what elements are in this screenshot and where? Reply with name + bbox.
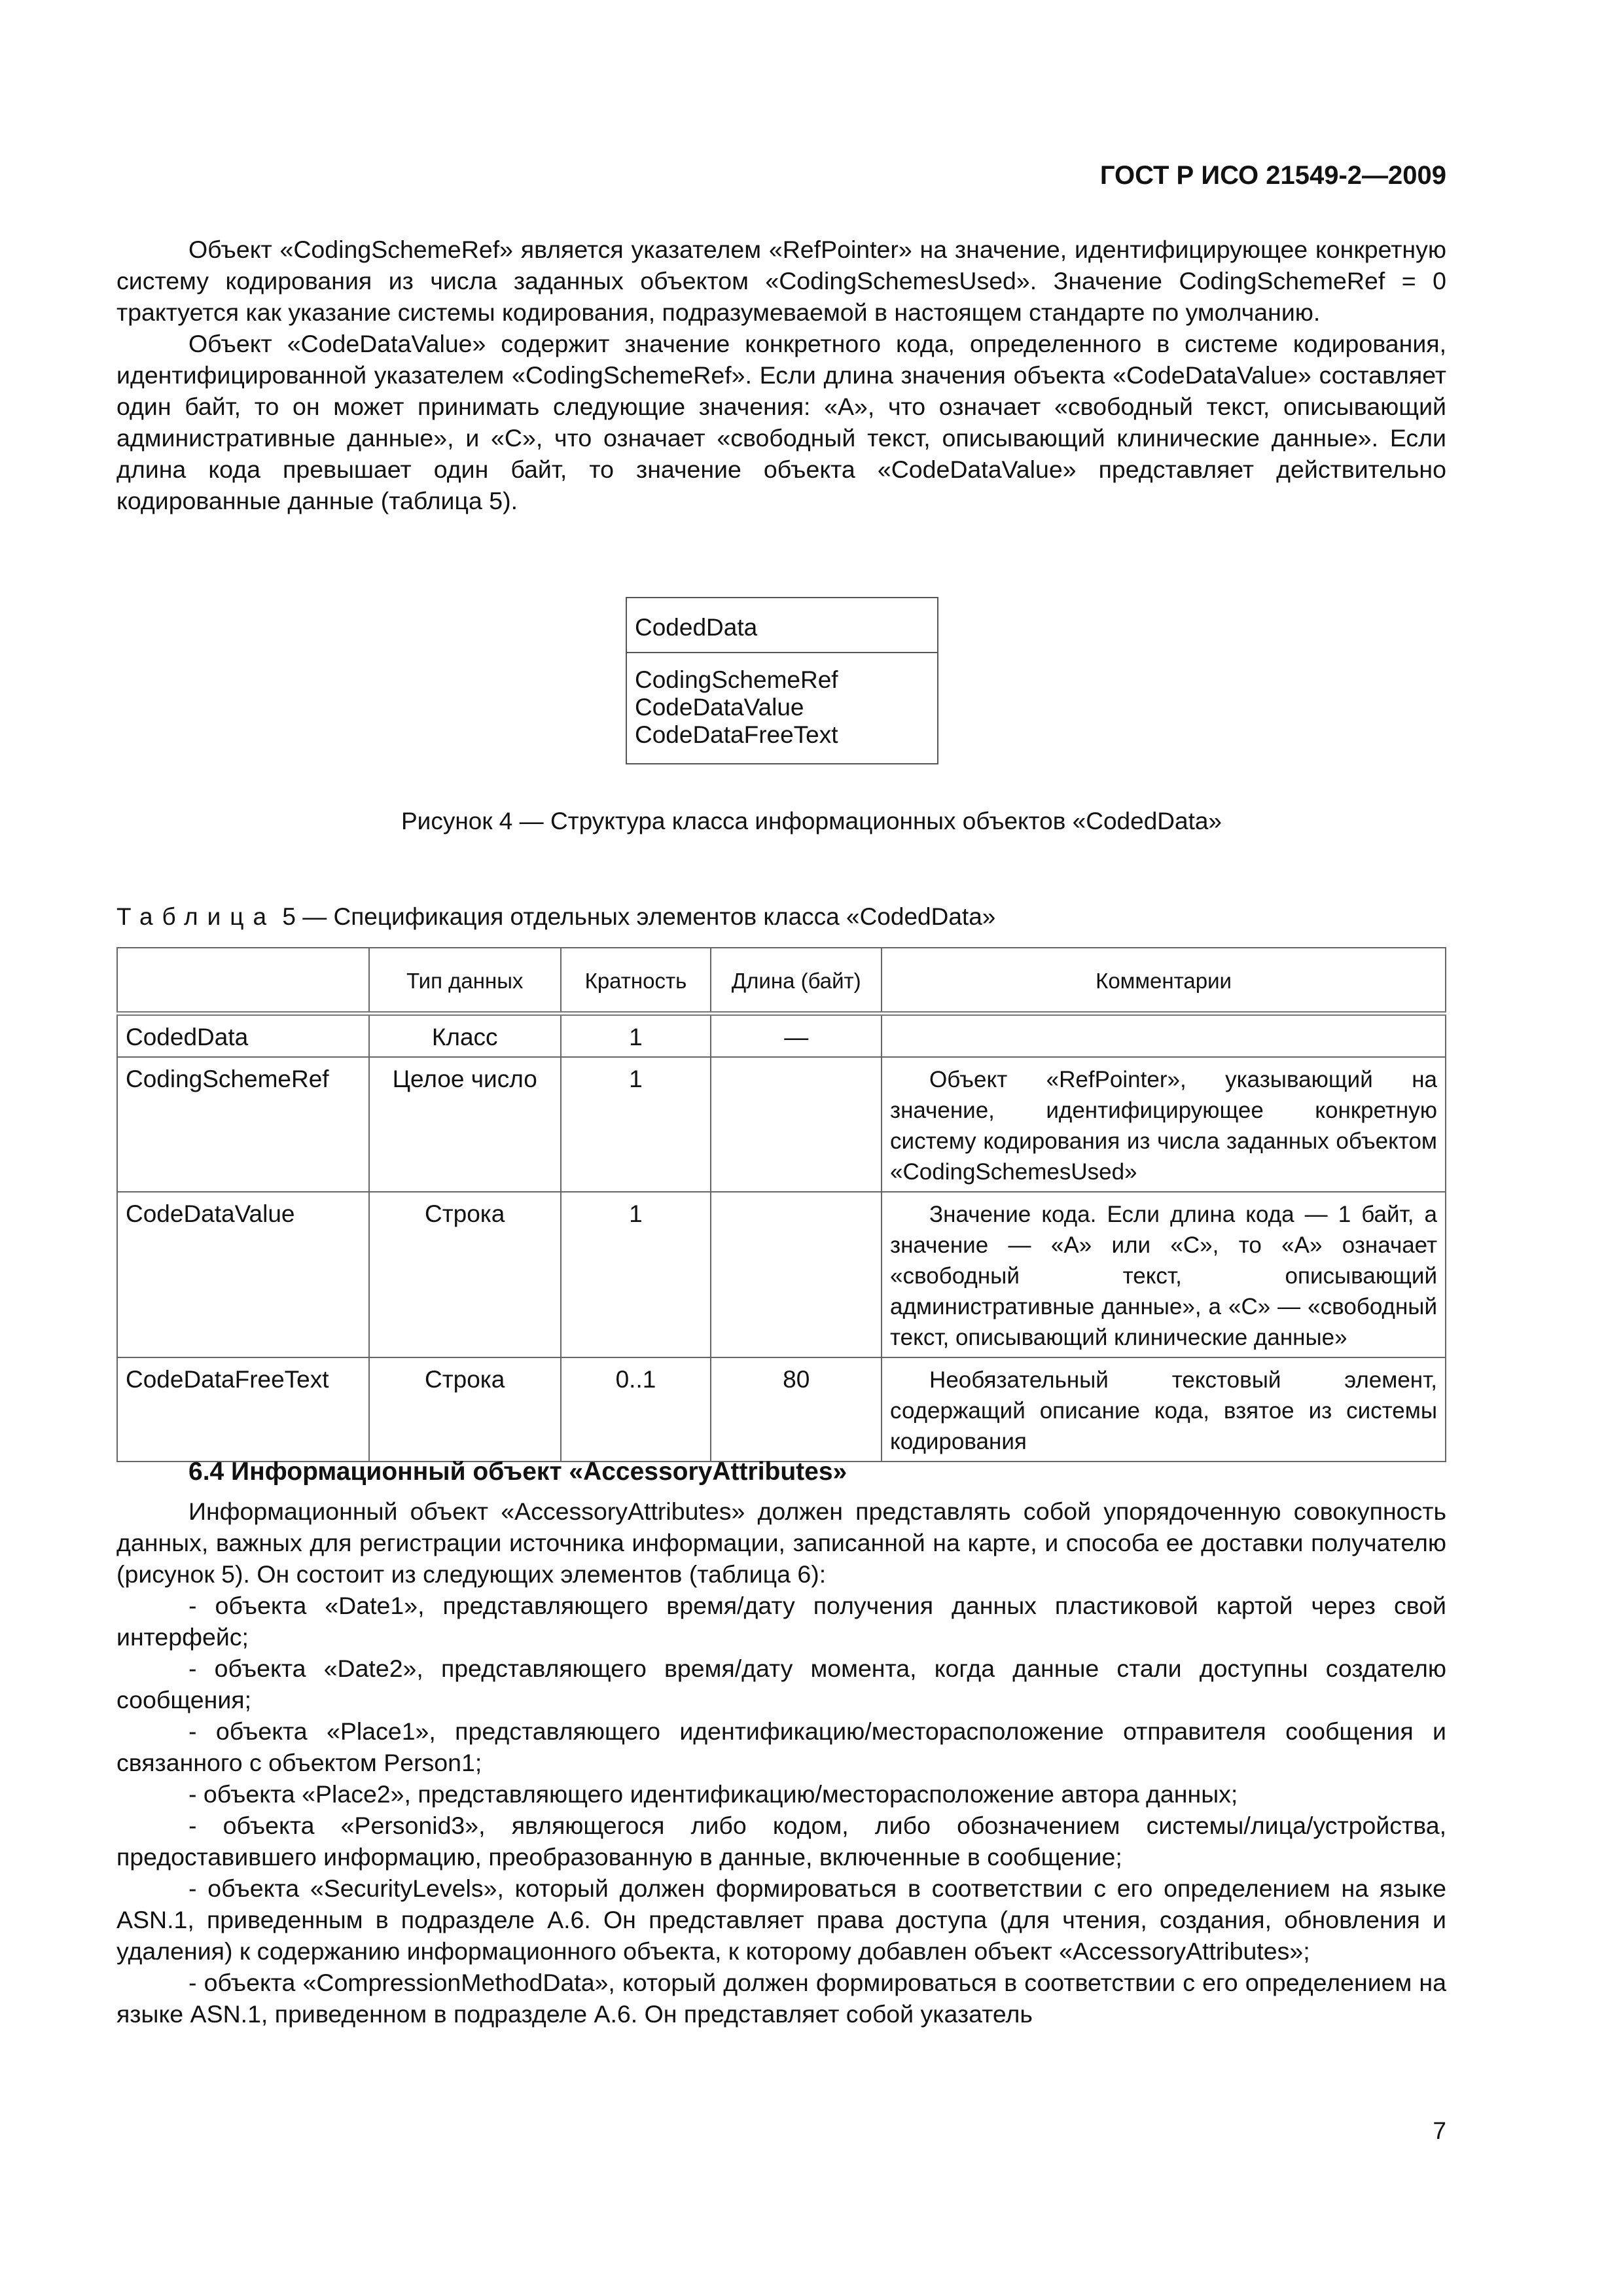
column-header: Тип данных xyxy=(369,948,561,1014)
multiplicity: 1 xyxy=(561,1192,711,1357)
class-attribute: CodeDataValue xyxy=(635,694,804,721)
element-name: CodeDataValue xyxy=(117,1192,369,1357)
class-attributes xyxy=(627,653,937,749)
table-caption-number: 5 xyxy=(282,903,296,930)
class-attribute: CodingSchemeRef xyxy=(635,666,838,693)
class-name: CodedData xyxy=(627,598,937,653)
table-caption xyxy=(116,903,995,931)
section-text xyxy=(116,1496,1446,2030)
intro-text xyxy=(116,234,1446,516)
column-header: Кратность xyxy=(561,948,711,1014)
comment: Объект «RefPointer», указывающий на значение, идентифицирующее конкретную систему кодирования из числа заданных объектом «CodingSchemesUsed» xyxy=(882,1057,1446,1192)
length-bytes: 80 xyxy=(711,1357,882,1462)
data-type: Строка xyxy=(369,1192,561,1357)
data-type: Строка xyxy=(369,1357,561,1462)
list-item: - объекта «Place2», представляющего идентификацию/месторасположение автора данных; xyxy=(188,1780,1238,1808)
list-item: - объекта «CompressionMethodData», который должен формироваться в соответствии с его определением на языке ASN.1, приведенном в подразделе A.6. Он представляет собой указатель xyxy=(116,1969,1446,2028)
table-row xyxy=(117,1014,1446,1058)
data-type: Класс xyxy=(369,1014,561,1058)
document-header: ГОСТ Р ИСО 21549-2—2009 xyxy=(1099,161,1446,190)
table-row xyxy=(117,1357,1446,1462)
length-bytes xyxy=(711,1057,882,1192)
paragraph: Объект «CodeDataValue» содержит значение конкретного кода, определенного в системе кодирования, идентифицированной указателем «CodingSchemeRef». Если длина значения объекта «CodeDataValue» составляет один байт, то он может принимать следующие значения: «A», что означает «свободный текст, описывающий административные данные», и «C», что означает «свободный текст, описывающий клинические данные». Если длина кода превышает один байт, то значение объекта «CodeDataValue» представляет действительно кодированные данные (таблица 5). xyxy=(116,330,1446,514)
comment: Необязательный текстовый элемент, содержащий описание кода, взятое из системы кодирования xyxy=(882,1357,1446,1462)
comment: Значение кода. Если длина кода — 1 байт, а значение — «A» или «C», то «A» означает «свободный текст, описывающий административные данные», а «C» — «свободный текст, описывающий клинические данные» xyxy=(882,1192,1446,1357)
figure-caption: Рисунок 4 — Структура класса информационных объектов «CodedData» xyxy=(401,808,1222,834)
data-type: Целое число xyxy=(369,1057,561,1192)
list-item: - объекта «Date2», представляющего время/дату момента, когда данные стали доступны создателю сообщения; xyxy=(116,1655,1446,1713)
paragraph: Объект «CodingSchemeRef» является указателем «RefPointer» на значение, идентифицирующее конкретную систему кодирования из числа заданных объектом «CodingSchemesUsed». Значение CodingSchemeRef = 0 трактуется как указание системы кодирования, подразумеваемой в настоящем стандарте по умолчанию. xyxy=(116,236,1446,326)
column-header: Комментарии xyxy=(882,948,1446,1014)
element-name: CodeDataFreeText xyxy=(117,1357,369,1462)
multiplicity: 0..1 xyxy=(561,1357,711,1462)
section-title: 6.4 Информационный объект «AccessoryAttributes» xyxy=(188,1458,847,1486)
table-caption-label: Таблица xyxy=(116,903,276,930)
page-number: 7 xyxy=(1433,2117,1446,2144)
comment xyxy=(882,1014,1446,1058)
element-name: CodedData xyxy=(117,1014,369,1058)
class-diagram xyxy=(626,597,938,764)
list-item: - объекта «SecurityLevels», который должен формироваться в соответствии с его определением на языке ASN.1, приведенным в подразделе A.6. Он представляет права доступа (для чтения, создания, обновления и удаления) к содержанию информационного объекта, к которому добавлен объект «AccessoryAttributes»; xyxy=(116,1874,1446,1965)
table-caption-text: — Спецификация отдельных элементов класса «CodedData» xyxy=(302,903,996,930)
list-item: - объекта «Date1», представляющего время/дату получения данных пластиковой картой через свой интерфейс; xyxy=(116,1592,1446,1651)
list-item: - объекта «Place1», представляющего идентификацию/месторасположение отправителя сообщения и связанного с объектом Person1; xyxy=(116,1717,1446,1776)
column-header xyxy=(117,948,369,1014)
length-bytes: — xyxy=(711,1014,882,1058)
spec-table xyxy=(116,947,1446,1462)
table-row xyxy=(117,1057,1446,1192)
multiplicity: 1 xyxy=(561,1057,711,1192)
table-header-row xyxy=(117,948,1446,1014)
element-name: CodingSchemeRef xyxy=(117,1057,369,1192)
table-row xyxy=(117,1192,1446,1357)
column-header: Длина (байт) xyxy=(711,948,882,1014)
multiplicity: 1 xyxy=(561,1014,711,1058)
class-attribute: CodeDataFreeText xyxy=(635,721,838,748)
length-bytes xyxy=(711,1192,882,1357)
list-item: - объекта «Personid3», являющегося либо кодом, либо обозначением системы/лица/устройства, предоставившего информацию, преобразованную в данные, включенные в сообщение; xyxy=(116,1812,1446,1871)
paragraph: Информационный объект «AccessoryAttributes» должен представлять собой упорядоченную совокупность данных, важных для регистрации источника информации, записанной на карте, и способа ее доставки получателю (рисунок 5). Он состоит из следующих элементов (таблица 6): xyxy=(116,1498,1446,1588)
